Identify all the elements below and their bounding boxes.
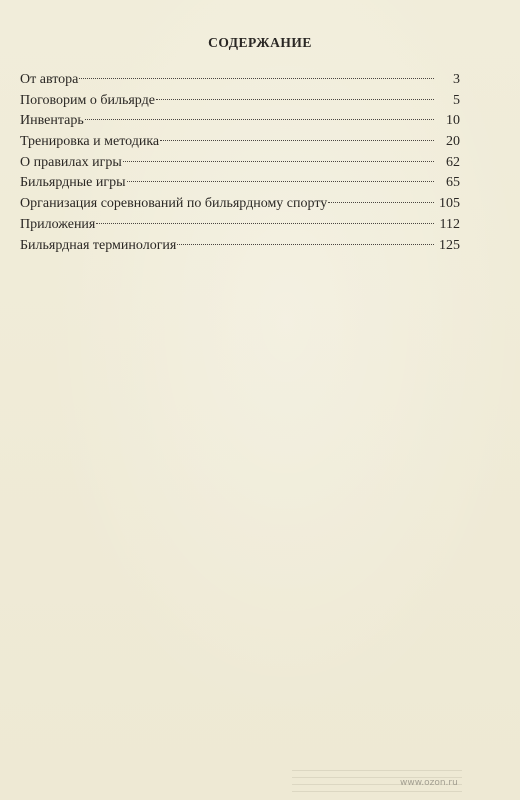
toc-entry-title: Бильярдная терминология [20, 237, 177, 253]
toc-entry-terminology [20, 236, 460, 257]
toc-page-number: 10 [446, 113, 460, 129]
dot-leader [123, 161, 434, 162]
toc-entry-competitions [20, 194, 460, 215]
toc-entry-training [20, 132, 460, 153]
dot-leader [177, 244, 434, 245]
toc-entry-from-author [20, 70, 460, 91]
dot-leader [127, 181, 434, 182]
toc-entry-appendices [20, 215, 460, 236]
dot-leader [79, 78, 434, 79]
toc-entry-title: От автора [20, 72, 79, 87]
toc-page-number: 3 [453, 72, 460, 87]
toc-page-number: 125 [439, 237, 460, 253]
toc-entry-title: Приложения [20, 216, 96, 232]
toc-page-number: 65 [446, 175, 460, 191]
dot-leader [160, 140, 434, 141]
dot-leader [85, 119, 434, 120]
toc-entry-title: Тренировка и методика [20, 134, 160, 150]
toc-entry-title: О правилах игры [20, 154, 122, 170]
toc-entry-title: Организация соревнований по бильярдному спорту [20, 196, 328, 212]
toc-page-number: 20 [446, 134, 460, 150]
dot-leader [156, 99, 434, 100]
page-title: СОДЕРЖАНИЕ [208, 35, 312, 50]
dot-leader [328, 202, 434, 203]
toc-entry-title: Инвентарь [20, 113, 84, 129]
toc-entry-rules [20, 153, 460, 174]
watermark: www.ozon.ru [400, 778, 458, 788]
dot-leader [96, 223, 434, 224]
table-of-contents [20, 70, 460, 256]
toc-entry-title: Поговорим о бильярде [20, 92, 155, 108]
toc-page-number: 62 [446, 154, 460, 170]
toc-entry-equipment [20, 111, 460, 132]
toc-entry-title: Бильярдные игры [20, 175, 126, 191]
toc-page-number: 112 [439, 216, 460, 232]
toc-page-number: 5 [453, 92, 460, 108]
toc-entry-about-billiards [20, 91, 460, 112]
toc-page-number: 105 [439, 196, 460, 212]
toc-entry-games [20, 173, 460, 194]
